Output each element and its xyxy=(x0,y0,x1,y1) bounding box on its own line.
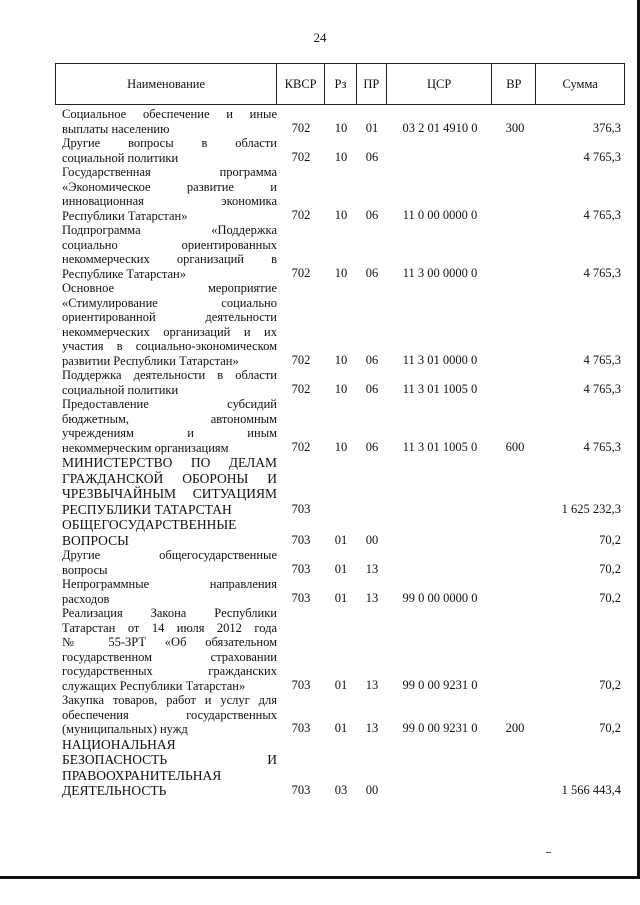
row-name-line: учреждениям и иным xyxy=(62,426,277,440)
table-header xyxy=(55,63,625,105)
cell-kvsr: 703 xyxy=(291,532,311,547)
row-name-line: социально ориентированных xyxy=(62,237,277,252)
row-name-line: Татарстан от 14 июля 2012 года xyxy=(62,620,277,635)
table-row xyxy=(55,107,625,136)
cell-rz: 01 xyxy=(334,561,348,576)
row-name xyxy=(55,223,277,281)
row-name xyxy=(55,107,277,136)
row-name-line: (муниципальных) нужд xyxy=(62,722,188,736)
cell-kvsr: 702 xyxy=(291,265,311,280)
cell-sum: 4 765,3 xyxy=(583,207,621,222)
cell-rz: 10 xyxy=(334,265,348,280)
cell-sum: 70,2 xyxy=(599,590,621,605)
cell-vr: 300 xyxy=(505,120,525,135)
cell-sum: 4 765,3 xyxy=(583,149,621,164)
row-name-line: № 55-ЗРТ «Об обязательном xyxy=(62,635,277,649)
cell-rz: 01 xyxy=(334,721,348,735)
cell-vr xyxy=(493,368,537,397)
cell-rz: 10 xyxy=(334,149,348,164)
cell-csr xyxy=(387,548,493,577)
cell-sum: 70,2 xyxy=(599,561,621,576)
cell-csr: 11 3 00 0000 0 xyxy=(402,265,478,280)
cell-kvsr: 702 xyxy=(291,149,311,164)
row-name xyxy=(55,368,277,397)
cell-csr xyxy=(387,517,493,548)
row-name-line: Социальное обеспечение и иные xyxy=(62,107,277,121)
scan-border-bottom xyxy=(0,876,640,879)
header-rz: Рз xyxy=(325,64,357,104)
cell-pr: 06 xyxy=(365,265,379,280)
row-name xyxy=(55,693,277,737)
cell-rz: 10 xyxy=(334,381,348,396)
table-row xyxy=(55,281,625,368)
cell-sum: 4 765,3 xyxy=(583,439,621,454)
header-sum: Сумма xyxy=(562,76,598,91)
row-name xyxy=(55,548,277,577)
cell-sum: 4 765,3 xyxy=(583,381,621,396)
row-name-line: некоммерческим организациям xyxy=(62,440,229,455)
table-row xyxy=(55,737,625,799)
row-name xyxy=(55,281,277,368)
cell-pr: 00 xyxy=(365,783,379,797)
row-name-line: Поддержка деятельности в области xyxy=(62,368,277,382)
table-body xyxy=(55,107,625,799)
cell-kvsr: 703 xyxy=(291,677,311,692)
cell-vr xyxy=(493,281,537,368)
cell-rz: 01 xyxy=(334,677,348,692)
cell-sum: 376,3 xyxy=(592,120,621,135)
cell-vr xyxy=(493,455,537,517)
cell-sum: 70,2 xyxy=(599,721,621,735)
row-name xyxy=(55,397,277,455)
cell-sum: 4 765,3 xyxy=(583,265,621,280)
cell-vr xyxy=(493,165,537,223)
cell-csr: 99 0 00 9231 0 xyxy=(402,721,478,735)
row-name-line: выплаты населению xyxy=(62,121,170,136)
cell-pr: 06 xyxy=(365,381,379,396)
row-name-line: Закупка товаров, работ и услуг для xyxy=(62,693,277,707)
cell-csr: 11 3 01 0000 0 xyxy=(402,352,478,367)
cell-csr: 99 0 00 0000 0 xyxy=(402,590,478,605)
table-row xyxy=(55,455,625,517)
cell-sum: 70,2 xyxy=(599,532,621,547)
row-name-line: ГРАЖДАНСКОЙ ОБОРОНЫ И xyxy=(62,470,277,486)
cell-sum: 1 566 443,4 xyxy=(561,783,621,797)
page-number: 24 xyxy=(313,30,327,45)
table-row xyxy=(55,165,625,223)
row-name xyxy=(55,455,277,517)
cell-csr: 11 3 01 1005 0 xyxy=(402,439,478,454)
row-name-line: участия в социально-экономическом xyxy=(62,339,277,353)
row-name-line: Основное мероприятие xyxy=(62,281,277,295)
cell-rz: 03 xyxy=(334,783,348,797)
cell-csr: 11 3 01 1005 0 xyxy=(402,381,478,396)
cell-vr xyxy=(493,548,537,577)
cell-pr: 06 xyxy=(365,352,379,367)
cell-sum: 70,2 xyxy=(599,677,621,692)
cell-csr xyxy=(387,455,493,517)
row-name-line: ВОПРОСЫ xyxy=(62,532,129,548)
cell-kvsr: 702 xyxy=(291,439,311,454)
row-name-line: ПРАВООХРАНИТЕЛЬНАЯ xyxy=(62,767,222,783)
table-row xyxy=(55,693,625,737)
row-name-line: Непрограммные направления xyxy=(62,577,277,591)
row-name xyxy=(55,136,277,165)
cell-pr: 06 xyxy=(365,439,379,454)
row-name-line: Государственная программа xyxy=(62,165,277,179)
header-pr: ПР xyxy=(357,64,387,104)
cell-vr xyxy=(493,136,537,165)
row-name-line: ориентированной деятельности xyxy=(62,310,277,324)
cell-csr xyxy=(387,737,493,799)
table-row xyxy=(55,223,625,281)
cell-pr: 13 xyxy=(365,561,379,576)
row-name-line: государственных гражданских xyxy=(62,664,277,678)
cell-pr: 06 xyxy=(365,149,379,164)
cell-kvsr: 703 xyxy=(291,561,311,576)
cell-kvsr: 702 xyxy=(291,352,311,367)
row-name-line: служащих Республики Татарстан» xyxy=(62,678,246,693)
table-row xyxy=(55,136,625,165)
cell-rz: 01 xyxy=(334,532,348,547)
row-name-line: некоммерческих организаций в xyxy=(62,252,277,266)
cell-sum: 4 765,3 xyxy=(583,352,621,367)
row-name xyxy=(55,737,277,799)
row-name-line: Предоставление субсидий xyxy=(62,397,277,411)
row-name-line: социальной политики xyxy=(62,150,179,165)
cell-rz: 10 xyxy=(334,352,348,367)
cell-csr: 11 0 00 0000 0 xyxy=(402,207,478,222)
table-row xyxy=(55,397,625,455)
row-name-line: ОБЩЕГОСУДАРСТВЕННЫЕ xyxy=(62,517,237,532)
cell-vr xyxy=(493,223,537,281)
table-row xyxy=(55,368,625,397)
row-name-line: некоммерческих организаций и их xyxy=(62,324,277,339)
cell-kvsr: 702 xyxy=(291,381,311,396)
header-csr: ЦСР xyxy=(387,64,493,104)
header-name: Наименование xyxy=(56,64,277,104)
cell-pr: 01 xyxy=(365,120,379,135)
cell-pr: 13 xyxy=(365,677,379,692)
row-name-line: «Стимулирование социально xyxy=(62,295,277,310)
cell-pr xyxy=(357,455,387,517)
cell-csr xyxy=(387,136,493,165)
row-name xyxy=(55,606,277,693)
row-name-line: государственном страховании xyxy=(62,649,277,664)
row-name-line: развитии Республики Татарстан» xyxy=(62,353,239,368)
cell-vr xyxy=(493,606,537,693)
row-name-line: МИНИСТЕРСТВО ПО ДЕЛАМ xyxy=(62,455,277,470)
cell-rz: 10 xyxy=(334,120,348,135)
cell-vr: 600 xyxy=(505,439,525,454)
table-row xyxy=(55,577,625,606)
row-name-line: БЕЗОПАСНОСТЬ И xyxy=(62,752,277,767)
row-name-line: ЧРЕЗВЫЧАЙНЫМ СИТУАЦИЯМ xyxy=(62,486,277,501)
row-name-line: инновационная экономика xyxy=(62,194,277,208)
cell-vr xyxy=(493,737,537,799)
cell-pr: 00 xyxy=(365,532,379,547)
cell-kvsr: 703 xyxy=(291,501,311,516)
cell-kvsr: 702 xyxy=(291,207,311,222)
cell-vr xyxy=(493,517,537,548)
cell-pr: 13 xyxy=(365,721,379,735)
header-vr: ВР xyxy=(492,64,536,104)
row-name-line: «Экономическое развитие и xyxy=(62,179,277,194)
cell-sum: 1 625 232,3 xyxy=(561,501,621,516)
table-row xyxy=(55,517,625,548)
cell-vr xyxy=(493,577,537,606)
row-name xyxy=(55,577,277,606)
cell-kvsr: 703 xyxy=(291,590,311,605)
cell-rz: 01 xyxy=(334,590,348,605)
row-name-line: РЕСПУБЛИКИ ТАТАРСТАН xyxy=(62,501,232,517)
cell-csr: 03 2 01 4910 0 xyxy=(402,120,478,135)
row-name-line: Подпрограмма «Поддержка xyxy=(62,223,277,237)
cell-kvsr: 703 xyxy=(291,783,311,797)
cell-kvsr: 702 xyxy=(291,120,311,135)
row-name-line: Республике Татарстан» xyxy=(62,266,186,281)
cell-pr: 13 xyxy=(365,590,379,605)
cell-pr: 06 xyxy=(365,207,379,222)
cell-vr: 200 xyxy=(505,721,525,735)
cell-csr: 99 0 00 9231 0 xyxy=(402,677,478,692)
row-name-line: бюджетным, автономным xyxy=(62,411,277,426)
row-name-line: Реализация Закона Республики xyxy=(62,606,277,620)
row-name-line: социальной политики xyxy=(62,382,179,397)
row-name-line: Другие вопросы в области xyxy=(62,136,277,150)
row-name-line: ДЕЯТЕЛЬНОСТЬ xyxy=(62,783,167,798)
row-name-line: вопросы xyxy=(62,562,108,577)
row-name-line: Республики Татарстан» xyxy=(62,208,188,223)
row-name xyxy=(55,517,277,548)
table-row xyxy=(55,606,625,693)
cell-rz: 10 xyxy=(334,439,348,454)
scan-mark xyxy=(546,852,551,853)
row-name xyxy=(55,165,277,223)
row-name-line: расходов xyxy=(62,591,110,606)
header-kvsr: КВСР xyxy=(277,64,325,104)
cell-rz xyxy=(325,455,357,517)
cell-rz: 10 xyxy=(334,207,348,222)
table-row xyxy=(55,548,625,577)
row-name-line: НАЦИОНАЛЬНАЯ xyxy=(62,736,176,752)
row-name-line: Другие общегосударственные xyxy=(62,548,277,562)
row-name-line: обеспечения государственных xyxy=(62,707,277,722)
cell-kvsr: 703 xyxy=(291,721,311,735)
